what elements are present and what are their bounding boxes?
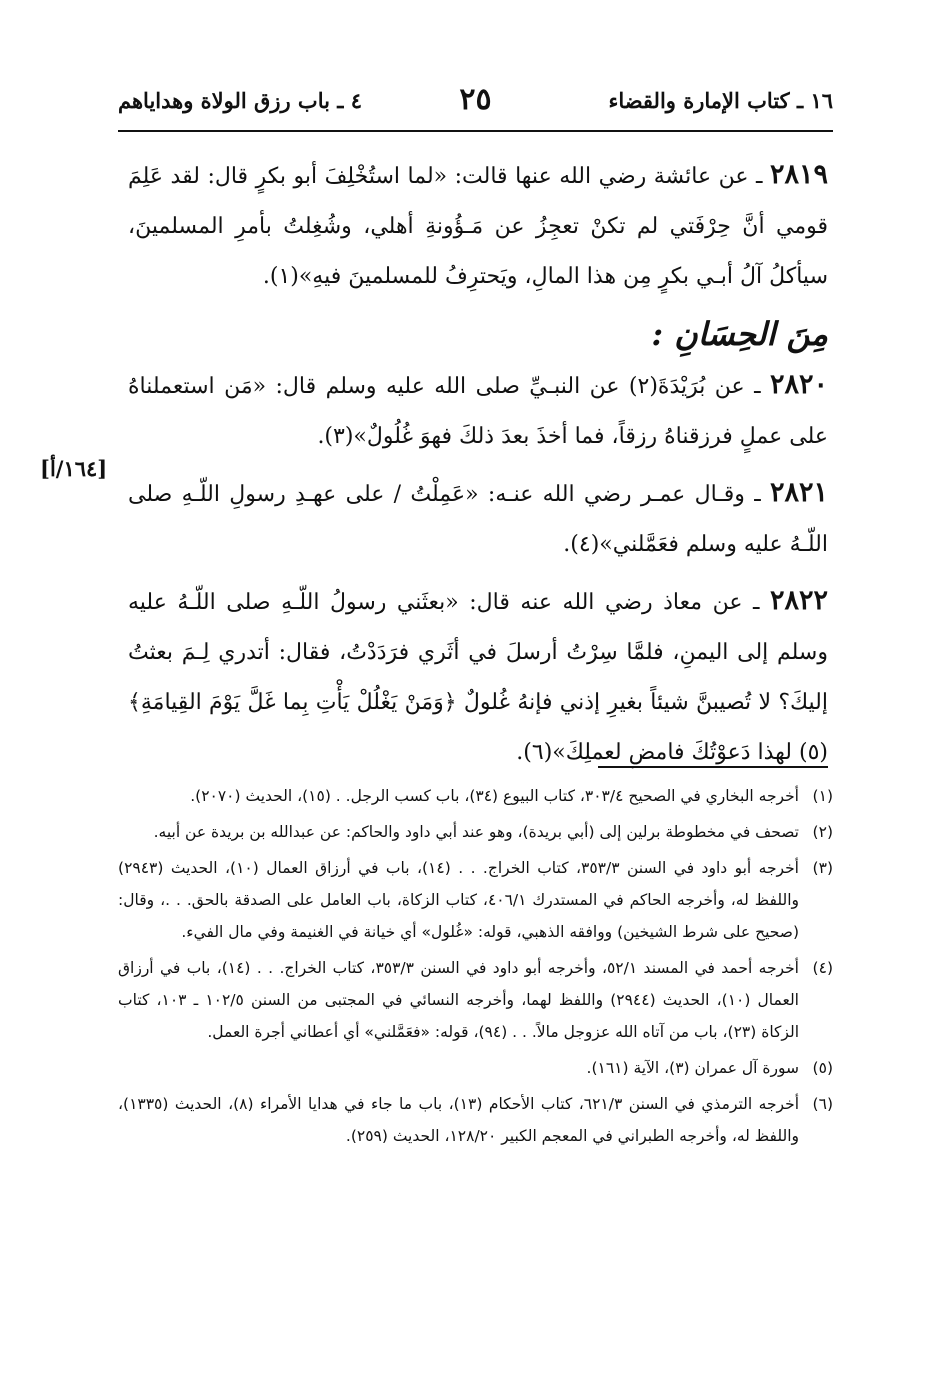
footnote-label: (٢)	[812, 823, 833, 841]
header-book-title: ١٦ ـ كتاب الإمارة والقضاء	[608, 88, 833, 113]
footnote-label: (١)	[812, 787, 833, 805]
footnote-label: (٦)	[812, 1095, 833, 1113]
hadith-number: ٢٨١٩	[769, 159, 828, 190]
hadith-2820	[128, 360, 828, 462]
footnotes	[118, 780, 833, 1156]
running-header	[118, 82, 833, 130]
footnote-label: (٤)	[812, 959, 833, 977]
footnote-6	[118, 1088, 833, 1152]
header-chapter-title: ٤ ـ باب رزق الولاة وهداياهم	[118, 88, 363, 113]
header-divider	[118, 130, 833, 132]
footnote-text: تصحف في مخطوطة برلين إلى (أبي بريدة)، وهو عند أبي داود والحاكم: عن عبدالله بن بريدة عن أبيه.	[153, 823, 799, 841]
footnote-1	[118, 780, 833, 812]
hadith-text: ـ وقـال عمـر رضي الله عنـه: «عَمِلْتُ / على عهـدِ رسولِ اللّـهِ صلى اللّـهُ عليه وسلم فعَمَّلني»(٤).	[128, 482, 828, 557]
hadith-number: ٢٨٢١	[769, 477, 828, 508]
footnote-text: أخرجه البخاري في الصحيح ٣٠٣/٤، كتاب البيوع (٣٤)، باب كسب الرجل. . (١٥)، الحديث (٢٠٧٠).	[190, 787, 799, 805]
footnote-text: سورة آل عمران (٣)، الآية (١٦١).	[586, 1059, 799, 1077]
hadith-text: ـ عن بُرَيْدَةَ(٢) عن النبـيِّ صلى الله عليه وسلم قال: «مَن استعملناهُ على عملٍ فرزقناهُ رزقاً، فما أخذَ بعدَ ذلكَ فهوَ غُلُولٌ»(٣).	[128, 374, 828, 449]
hadith-text: ـ عن عائشة رضي الله عنها قالت: «لما استُخْلِفَ أبو بكرٍ قال: لقد عَلِمَ قومي أنَّ حِرْفَتي لم تكنْ تعجِزُ عن مَـؤُونةِ أهلي، وشُغِلتُ بأمرِ المسلمينَ، سيأكلُ آلُ أبـي بكرٍ مِن هذا المالِ، ويَحترِفُ للمسلمينَ فيهِ»(١).	[128, 164, 828, 289]
footnote-text: أخرجه أحمد في المسند ٥٢/١، وأخرجه أبو داود في السنن ٣٥٣/٣، كتاب الخراج. . . (١٤)، باب في أرزاق العمال (١٠)، الحديث (٢٩٤٤) واللفظ لهما، وأخرجه النسائي في المجتبى من السنن ١٠٢/٥ ـ ١٠٣، كتاب الزكاة (٢٣)، باب من آتاه الله عزوجل مالاً. . . (٩٤)، قوله: «فعَمَّلني» أي أعطاني أجرة العمل.	[118, 959, 799, 1041]
footnote-text: أخرجه أبو داود في السنن ٣٥٣/٣، كتاب الخراج. . . (١٤)، باب في أرزاق العمال (١٠)، الحديث (٢٩٤٣) واللفظ له، وأخرجه الحاكم في المستدرك ٤٠٦/١، كتاب الزكاة، باب العامل على الصدقة بالحق. . .، وقال: (صحيح على شرط الشيخين) ووافقه الذهبي، قوله: «غُلول» أي خيانة في الغنيمة وفي مال الفيء.	[118, 859, 799, 941]
hadith-number: ٢٨٢٢	[769, 585, 828, 616]
footnote-divider	[598, 766, 828, 768]
hadith-2819	[128, 150, 828, 302]
footnote-text: أخرجه الترمذي في السنن ٦٢١/٣، كتاب الأحكام (١٣)، باب ما جاء في هدايا الأمراء (٨)، الحديث (١٣٣٥)، واللفظ له، وأخرجه الطبراني في المعجم الكبير ١٢٨/٢٠، الحديث (٢٥٩).	[118, 1095, 799, 1145]
footnote-5	[118, 1052, 833, 1084]
hadith-number: ٢٨٢٠	[769, 369, 828, 400]
main-text	[128, 150, 828, 784]
footnote-4	[118, 952, 833, 1048]
footnote-3	[118, 852, 833, 948]
manuscript-folio-ref: [١٦٤/أ]	[40, 456, 108, 481]
footnote-2	[118, 816, 833, 848]
page-number: ٢٥	[459, 82, 492, 117]
hadith-text: ـ عن معاذ رضي الله عنه قال: «بعثَني رسولُ اللّـهِ صلى اللّـهُ عليه وسلم إلى اليمنِ، فلمَّا سِرْتُ أرسلَ في أثَري فرَدَدْتُ، فقال: أتدري لِـمَ بعثتُ إليكَ؟ لا تُصيبنَّ شيئاً بغيرِ إذني فإنهُ غُلولٌ ﴿وَمَنْ يَغْلُلْ يَأْتِ بِما غَلَّ يَوْمَ القِيامَةِ﴾(٥) لهذا دَعوْتُكَ فامضِ لعملِكَ»(٦).	[128, 590, 828, 765]
hadith-2822	[128, 576, 828, 778]
footnote-label: (٣)	[812, 859, 833, 877]
section-heading: مِنَ الحِسَانِ :	[651, 315, 828, 353]
footnote-label: (٥)	[812, 1059, 833, 1077]
hadith-2821	[128, 468, 828, 570]
